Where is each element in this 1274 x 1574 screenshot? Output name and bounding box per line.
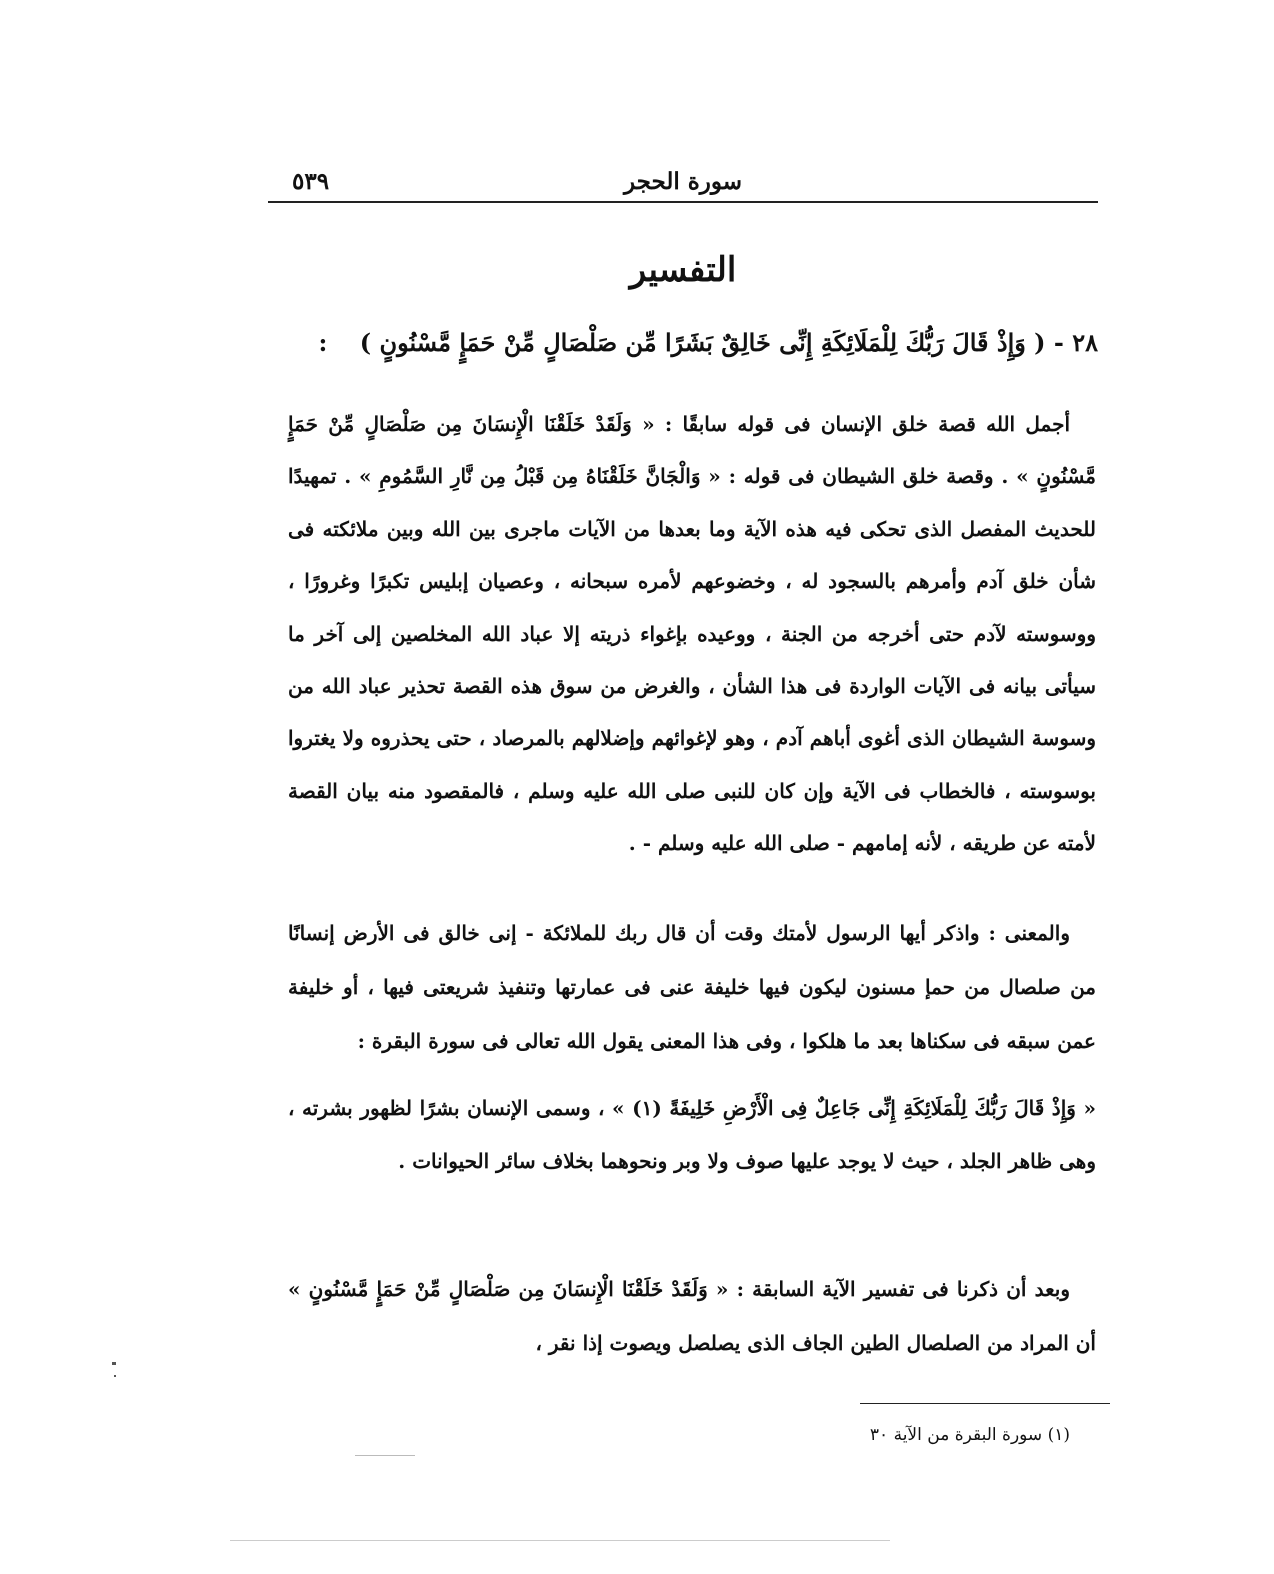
paragraph-meaning xyxy=(288,906,1096,1068)
footnote-rule xyxy=(860,1403,1110,1404)
scan-speck xyxy=(112,1362,116,1365)
paragraph-text: « وَإِذْ قَالَ رَبُّكَ لِلْمَلَائِكَةِ إِنِّى جَاعِلٌ فِى الْأَرْضِ خَلِيفَةً (١) » ، وسمى الإنسان بشرًا لظهور بشرته ، وهى ظاهر الجلد ، حيث لا يوجد عليها صوف ولا وبر ونحوهما بخلاف سائر الحيوانات . xyxy=(288,1096,1096,1173)
surah-name: سورة الحجر xyxy=(623,168,743,195)
paragraph-intro xyxy=(288,398,1096,870)
header-rule xyxy=(268,201,1098,203)
scan-speck xyxy=(355,1455,415,1456)
paragraph-text: وبعد أن ذكرنا فى تفسير الآية السابقة : « وَلَقَدْ خَلَقْنَا الْإِنسَانَ مِن صَلْصَالٍ مِّنْ حَمَإٍ مَّسْنُونٍ » أن المراد من الصلصال الطين الجاف الذى يصلصل ويصوت إذا نقر ، xyxy=(288,1277,1096,1355)
footnote: (١) سورة البقرة من الآية ٣٠ xyxy=(869,1425,1070,1445)
scan-speck xyxy=(114,1375,116,1377)
verse-heading xyxy=(300,328,1098,357)
paragraph-quote xyxy=(288,1082,1096,1188)
verse-heading-text: ٢٨ - ( وَإِذْ قَالَ رَبُّكَ لِلْمَلَائِكَةِ إِنِّى خَالِقٌ بَشَرًا مِّن صَلْصَالٍ مِّنْ حَمَإٍ مَّسْنُونٍ ) xyxy=(359,328,1098,357)
scan-speck xyxy=(230,1540,890,1541)
verse-heading-colon: : xyxy=(318,328,328,357)
page-number: ٥٣٩ xyxy=(292,168,330,195)
section-title: التفسير xyxy=(629,250,737,290)
running-header xyxy=(268,168,1098,198)
paragraph-text: والمعنى : واذكر أيها الرسول لأمتك وقت أن قال ربك للملائكة - إنى خالق فى الأرض إنسانًا من صلصال من حمإ مسنون ليكون فيها خليفة عنى فى عمارتها وتنفيذ شريعتى فيها ، أو خليفة عمن سبقه فى سكناها بعد ما هلكوا ، وفى هذا المعنى يقول الله تعالى فى سورة البقرة : xyxy=(288,921,1096,1053)
paragraph-continuation xyxy=(288,1262,1096,1370)
paragraph-text: أجمل الله قصة خلق الإنسان فى قوله سابقًا : « وَلَقَدْ خَلَقْنَا الْإِنسَانَ مِن صَلْصَالٍ مِّنْ حَمَإٍ مَّسْنُونٍ » . وقصة خلق الشيطان فى قوله : « وَالْجَانَّ خَلَقْنَاهُ مِن قَبْلُ مِن نَّارِ السَّمُومِ » . تمهيدًا للحديث المفصل الذى تحكى فيه هذه الآية وما بعدها من الآيات ماجرى بين الله وبين ملائكته فى شأن خلق آدم وأمرهم بالسجود له ، وخضوعهم لأمره سبحانه ، وعصيان إبليس تكبرًا وغرورًا ، ووسوسته لآدم حتى أخرجه من الجنة ، ووعيده بإغواء ذريته إلا عباد الله المخلصين إلى آخر ما سيأتى بيانه فى الآيات الواردة فى هذا الشأن ، والغرض من سوق هذه القصة تحذير عباد الله من وسوسة الشيطان الذى أغوى أباهم آدم ، وهو لإغوائهم وإضلالهم بالمرصاد ، حتى يحذروه ولا يغتروا بوسوسته ، فالخطاب فى الآية وإن كان للنبى صلى الله عليه وسلم ، فالمقصود منه بيان القصة لأمته عن طريقه ، لأنه إمامهم - صلى الله عليه وسلم - . xyxy=(288,412,1096,856)
